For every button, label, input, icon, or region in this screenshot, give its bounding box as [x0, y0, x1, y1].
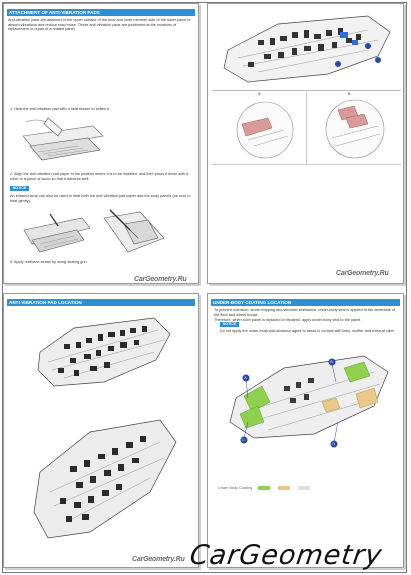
- roller-illustration-right: [100, 208, 168, 256]
- body-text-1: To prevent corrosion, stone chipping and vibration resistance, under-body seal is applied to the underside of the floor and wheel house.: [214, 308, 396, 317]
- manual-page-2: [207, 3, 404, 284]
- body-text-2: Therefore, when such panel is replaced or repaired, apply under-body seal to the panel.: [214, 318, 362, 322]
- detail-divider-2: [212, 164, 401, 165]
- floor-pad-diagram: [218, 10, 396, 88]
- detail-view-right: [318, 98, 392, 160]
- step-3-text: 3. Apply urethane sealer by using sealing gun.: [10, 260, 88, 264]
- notice-text: An infrared lamp can also be used to heat both the anti-vibration pad paper and the body panels (be sure to heat gently).: [10, 194, 191, 203]
- section-header: [7, 9, 195, 16]
- callout-label-a: A: [244, 375, 247, 380]
- page-watermark: CarGeometry.Ru: [132, 556, 185, 563]
- pad-location-lower-body: [30, 402, 180, 552]
- legend-label: Under Body Coating: [218, 486, 253, 490]
- notice-badge: NOTICE: [10, 186, 29, 191]
- roller-illustration-left: [22, 210, 92, 256]
- page-watermark: CarGeometry.Ru: [336, 270, 389, 277]
- manual-page-1: [3, 3, 199, 284]
- step-1-text: 1. Heat the anti-vibration pad with a heat blower to soften it.: [10, 107, 111, 111]
- legend-swatch-other: [298, 486, 310, 490]
- detail-divider: [212, 90, 401, 91]
- manual-page-3: [3, 293, 199, 568]
- legend-swatch-coating: [258, 486, 270, 490]
- page-title: UNDER-BODY COATING LOCATION: [213, 300, 292, 305]
- callout-label-b: B: [330, 359, 333, 364]
- heat-blower-illustration: [18, 116, 108, 164]
- callout-markers: [208, 294, 404, 568]
- step-2-text: 2. Align the anti-vibration pad paper in the position where it is to be installed, and then press it down with a roller or a piece of wood so that it adheres well.: [10, 172, 189, 181]
- pad-location-upper-body: [34, 312, 174, 392]
- callout-label-c: C: [242, 437, 245, 442]
- detail-label-b: B: [348, 92, 351, 96]
- page-watermark: CarGeometry.Ru: [134, 276, 187, 283]
- detail-label-a: A: [258, 92, 261, 96]
- section-header: [7, 299, 195, 306]
- manual-page-4: [207, 293, 404, 568]
- callout-label-d: D: [332, 441, 335, 446]
- site-watermark: CarGeometry: [187, 540, 385, 571]
- detail-divider-vertical: [306, 92, 307, 164]
- intro-text: Anti-vibration pads are attached to the upper surface of the floor and inner member side of the lower panel to absorb vibrations and reduce road noise. These anti-vibration pads are positioned at the locations of replacement or repair of a related panel.: [8, 18, 191, 32]
- page-title: ATTACHMENT OF ANTI-VIBRATION PADS: [9, 10, 100, 15]
- notice-badge: NOTICE: [220, 322, 239, 327]
- legend-swatch-sealer: [278, 486, 290, 490]
- page-title: ANTI-VIBRATION PAD LOCATION: [9, 300, 82, 305]
- notice-text: Do not apply the under-body anti-abrasion agent to areas in contact with links, muffler and exhaust pipe.: [220, 329, 395, 333]
- detail-view-left: [228, 100, 302, 160]
